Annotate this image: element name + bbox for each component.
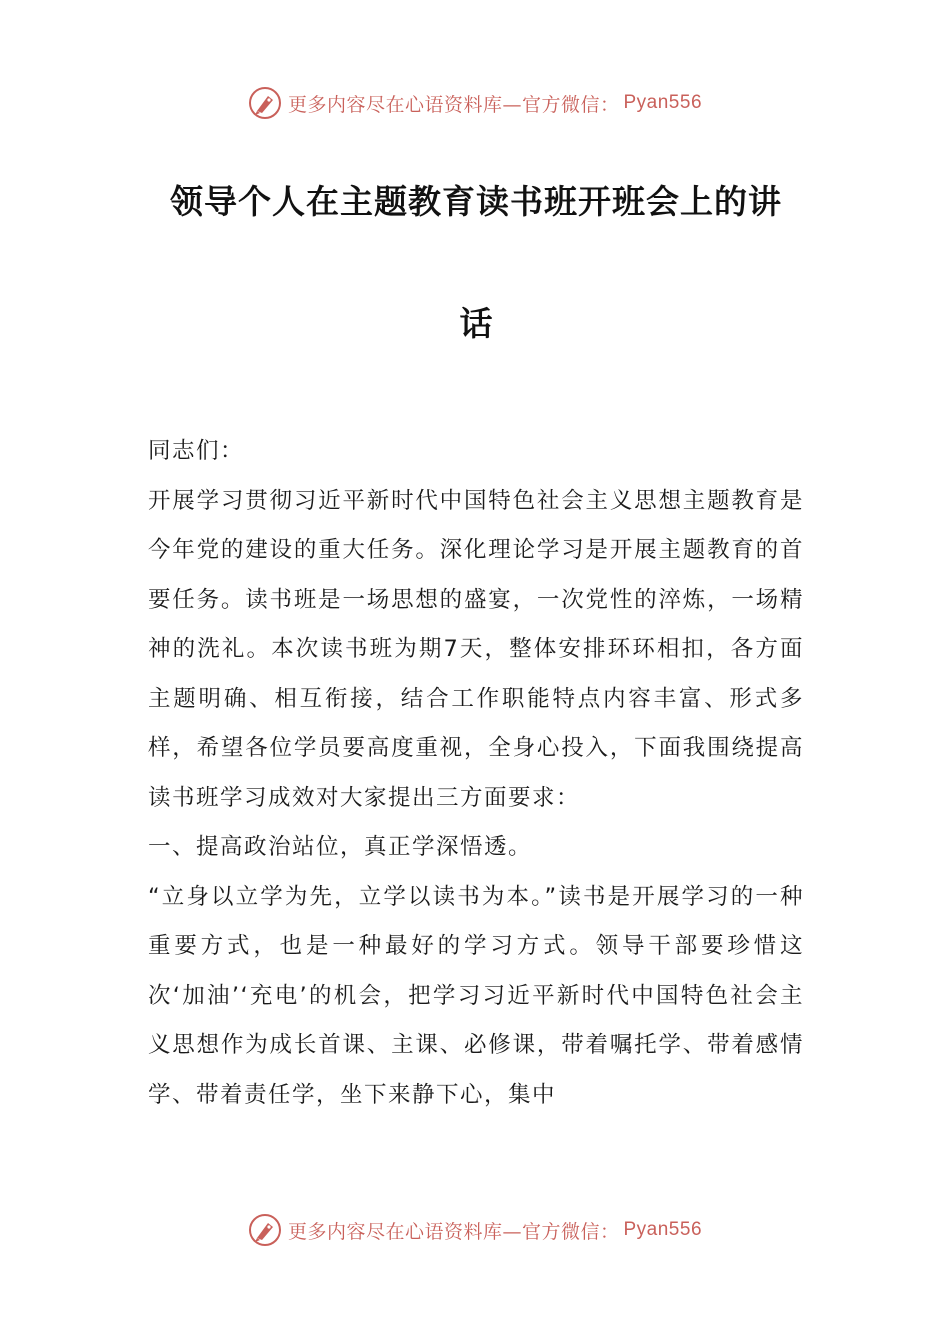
paragraph-intro: 开展学习贯彻习近平新时代中国特色社会主义思想主题教育是今年党的建设的重大任务。深化理论学习是开展主题教育的首要任务。读书班是一场思想的盛宴，一次党性的淬炼，一场精神的洗礼。本次读书班为期7天，整体安排环环相扣，各方面主题明确、相互衔接，结合工作职能特点内容丰富、形式多样，希望各位学员要高度重视，全身心投入，下面我围绕提高读书班学习成效对大家提出三方面要求：	[148, 487, 804, 811]
document-body	[148, 427, 804, 1120]
salutation: 同志们：	[148, 438, 245, 464]
pen-nib-logo-icon	[248, 86, 282, 120]
watermark-wechat-id: Pyan556	[623, 1219, 703, 1240]
watermark-footer	[0, 1210, 950, 1250]
watermark-wechat-id: Pyan556	[623, 92, 703, 113]
document-title-line-1: 领导个人在主题教育读书班开班会上的讲	[170, 182, 782, 221]
pen-nib-logo-icon	[248, 1213, 282, 1247]
section-heading-1: 一、提高政治站位，真正学深悟透。	[148, 834, 533, 860]
document-title-line-2: 话	[459, 304, 493, 343]
watermark-header	[0, 83, 950, 123]
paragraph-section-1: “立身以立学为先，立学以读书为本。”读书是开展学习的一种重要方式，也是一种最好的学习方式。领导干部要珍惜这次‘加油’‘充电’的机会，把学习习近平新时代中国特色社会主义思想作为成长首课、主课、必修课，带着嘱托学、带着感情学、带着责任学，坐下来静下心，集中	[148, 883, 804, 1108]
watermark-text: 更多内容尽在心语资料库—官方微信：	[287, 93, 620, 116]
watermark-text: 更多内容尽在心语资料库—官方微信：	[287, 1220, 620, 1243]
